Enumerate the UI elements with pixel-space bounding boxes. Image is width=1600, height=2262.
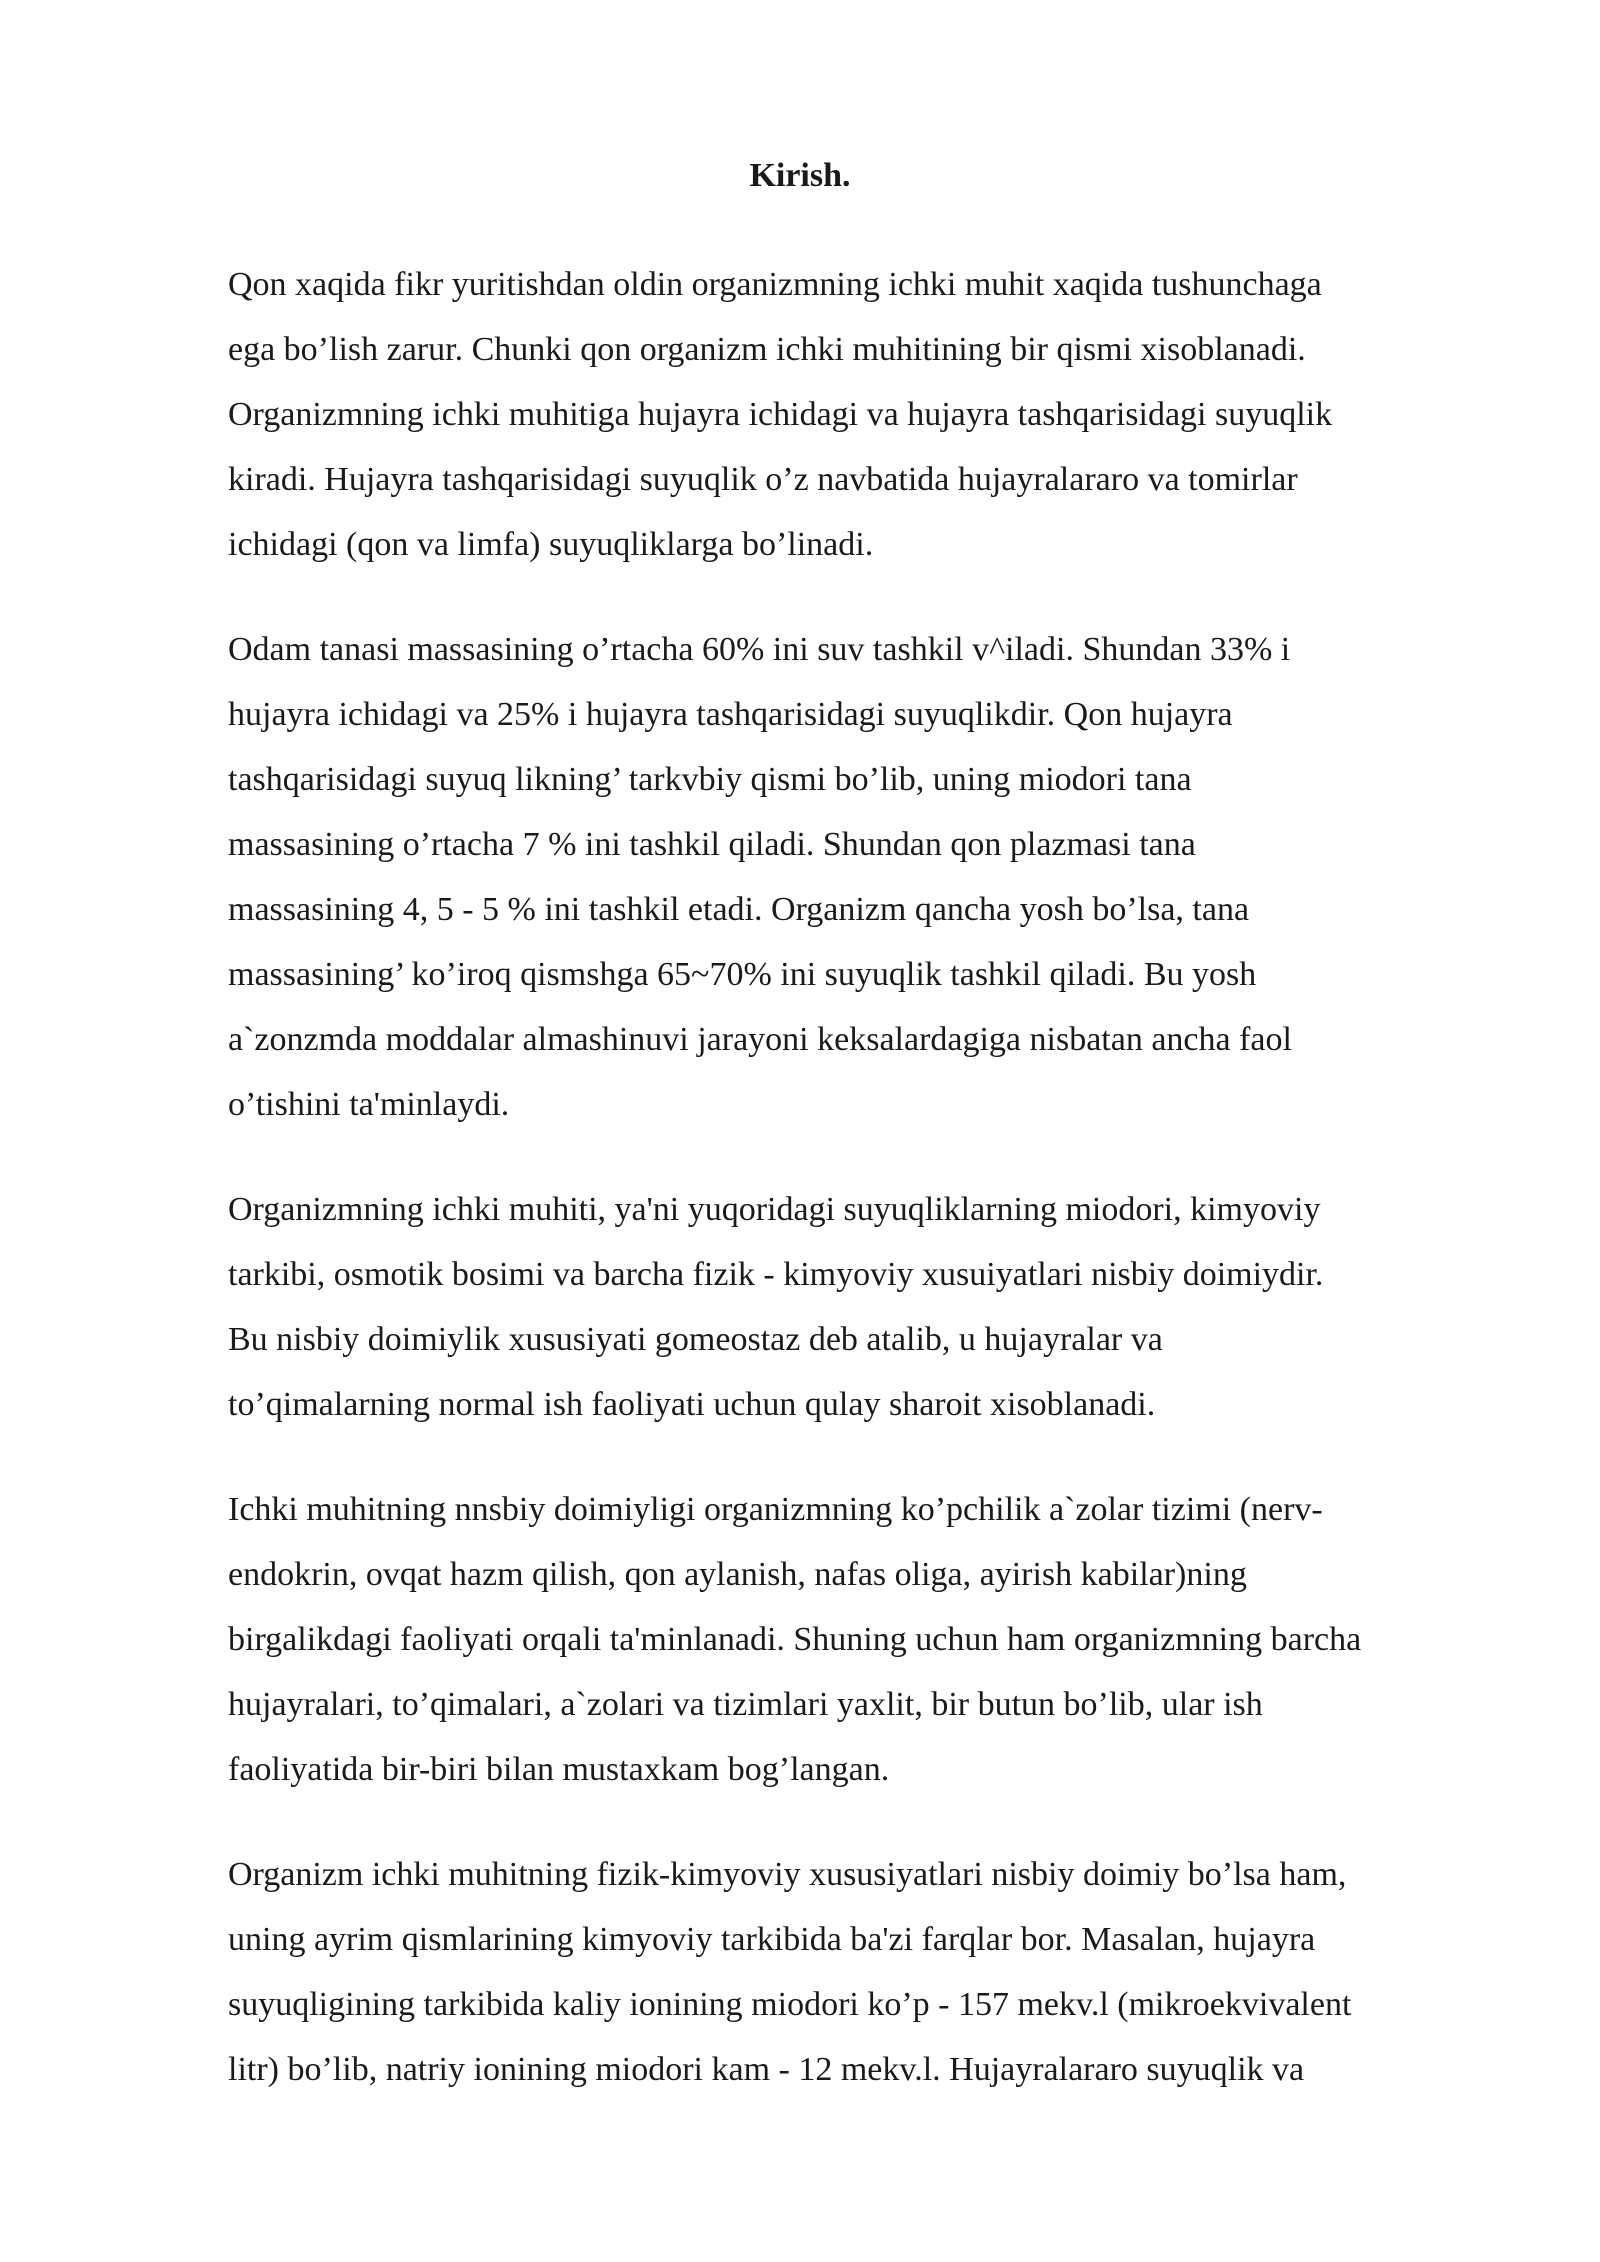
page-title: Kirish. [749,157,851,194]
paragraph-3 [228,1177,1488,1437]
text-line: Bu nisbiy doimiylik xususiyati gomeostaz deb atalib, u hujayralar va [228,1321,1163,1358]
text-line: tashqarisidagi suyuq likning’ tarkvbiy qismi bo’lib, uning miodori tana [228,761,1192,798]
paragraph-1 [228,252,1488,577]
paragraph-5 [228,1842,1488,2102]
text-line: o’tishini ta'minlaydi. [228,1086,510,1123]
text-line: massasining o’rtacha 7 % ini tashkil qiladi. Shundan qon plazmasi tana [228,826,1196,863]
text-line: hujayra ichidagi va 25% i hujayra tashqarisidagi suyuqlikdir. Qon hujayra [228,696,1233,733]
text-line: faoliyatida bir-biri bilan mustaxkam bog’langan. [228,1751,890,1788]
text-line: Ichki muhitning nnsbiy doimiyligi organizmning ko’pchilik a`zolar tizimi (nerv- [228,1491,1323,1528]
text-line: massasining 4, 5 - 5 % ini tashkil etadi. Organizm qancha yosh bo’lsa, tana [228,891,1250,928]
text-line: massasining’ ko’iroq qismshga 65~70% ini suyuqlik tashkil qiladi. Bu yosh [228,956,1257,993]
text-line: a`zonzmda moddalar almashinuvi jarayoni keksalardagiga nisbatan ancha faol [228,1021,1292,1058]
text-line: Organizm ichki muhitning fizik-kimyoviy xususiyatlari nisbiy doimiy bo’lsa ham, [228,1856,1347,1893]
text-line: tarkibi, osmotik bosimi va barcha fizik - kimyoviy xusuiyatlari nisbiy doimiydir. [228,1256,1324,1293]
text-line: hujayralari, to’qimalari, a`zolari va tizimlari yaxlit, bir butun bo’lib, ular ish [228,1686,1263,1723]
paragraph-4 [228,1477,1488,1802]
text-line: to’qimalarning normal ish faoliyati uchun qulay sharoit xisoblanadi. [228,1386,1156,1423]
text-line: ega bo’lish zarur. Chunki qon organizm ichki muhitining bir qismi xisoblanadi. [228,331,1306,368]
paragraph-2 [228,617,1488,1137]
document-body [228,252,1488,2142]
text-line: Odam tanasi massasining o’rtacha 60% ini suv tashkil v^iladi. Shundan 33% i [228,631,1291,668]
text-line: kiradi. Hujayra tashqarisidagi suyuqlik o’z navbatida hujayralararo va tomirlar [228,461,1298,498]
text-line: Qon xaqida fikr yuritishdan oldin organizmning ichki muhit xaqida tushunchaga [228,266,1322,303]
text-line: birgalikdagi faoliyati orqali ta'minlanadi. Shuning uchun ham organizmning barcha [228,1621,1362,1658]
text-line: uning ayrim qismlarining kimyoviy tarkibida ba'zi farqlar bor. Masalan, hujayra [228,1921,1316,1958]
text-line: endokrin, ovqat hazm qilish, qon aylanish, nafas oliga, ayirish kabilar)ning [228,1556,1247,1593]
text-line: suyuqligining tarkibida kaliy ionining miodori ko’p - 157 mekv.l (mikroekvivalent [228,1986,1352,2023]
text-line: Organizmning ichki muhitiga hujayra ichidagi va hujayra tashqarisidagi suyuqlik [228,396,1333,433]
text-line: ichidagi (qon va limfa) suyuqliklarga bo’linadi. [228,526,874,563]
text-line: litr) bo’lib, natriy ionining miodori kam - 12 mekv.l. Hujayralararo suyuqlik va [228,2051,1305,2088]
text-line: Organizmning ichki muhiti, ya'ni yuqoridagi suyuqliklarning miodori, kimyoviy [228,1191,1321,1228]
